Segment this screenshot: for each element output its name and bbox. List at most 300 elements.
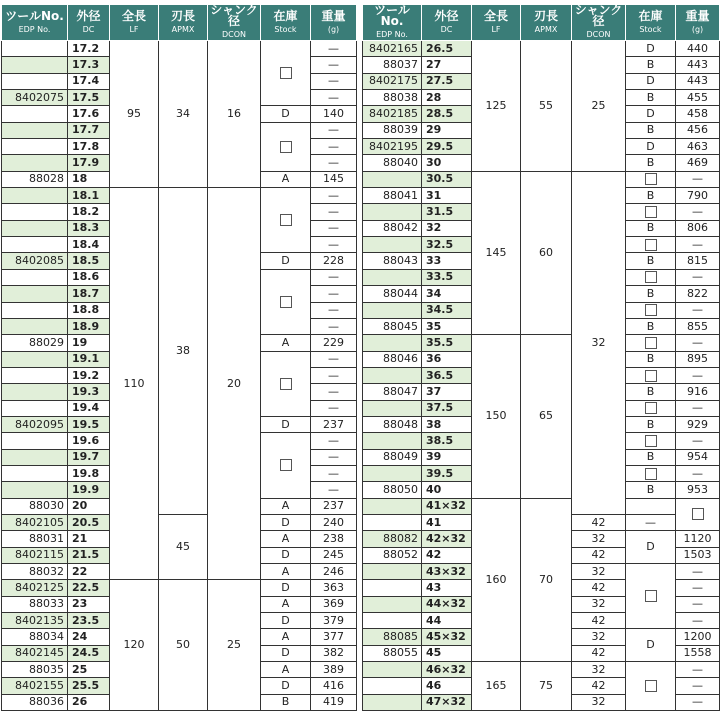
dc-cell: 35 [422,318,472,334]
stock-cell: A [261,171,311,187]
edp-cell: 88043 [363,253,422,269]
edp-cell: 88082 [363,531,422,547]
edp-cell [363,564,422,580]
edp-cell [363,580,422,596]
weight-cell: — [311,188,357,204]
dc-cell: 19.1 [68,351,110,367]
dcon-cell: 42 [572,645,626,661]
edp-cell: 88052 [363,547,422,563]
weight-header [676,5,720,41]
dcon-cell: 32 [572,662,626,678]
edp-cell: 88047 [363,384,422,400]
dcon-cell: 42 [572,613,626,629]
stock-unknown-box-icon [645,402,657,414]
dcon-cell: 25 [208,580,261,711]
dc-cell: 22 [68,564,110,580]
dc-cell: 24 [68,629,110,645]
apmx-cell: 38 [159,188,208,515]
edp-cell: 88046 [363,351,422,367]
edp-cell [2,57,68,73]
dc-cell: 18.5 [68,253,110,269]
weight-cell: 815 [676,253,720,269]
stock-cell: A [261,564,311,580]
edp-cell [363,237,422,253]
header-label: 刃長 [170,8,195,23]
dc-cell: 19.7 [68,449,110,465]
weight-cell: — [676,596,720,612]
weight-cell: 458 [676,106,720,122]
weight-cell: — [676,662,720,678]
edp-cell: 88042 [363,220,422,236]
weight-cell: 1503 [676,547,720,563]
stock-unknown-box-icon [645,206,657,218]
weight-cell: 382 [311,645,357,661]
stock-cell: D [261,514,311,530]
weight-cell: — [311,384,357,400]
dc-cell: 20 [68,498,110,514]
weight-cell: — [676,367,720,383]
lf-cell: 165 [472,662,521,711]
weight-cell: 240 [311,514,357,530]
edp-cell [2,465,68,481]
edp-cell: 88049 [363,449,422,465]
edp-cell [363,269,422,285]
header-label: シャンク径 [210,3,258,28]
dc-cell: 19.4 [68,400,110,416]
dc-cell: 29.5 [422,139,472,155]
edp-cell [363,514,422,530]
edp-cell [2,139,68,155]
edp-cell [363,400,422,416]
header-sublabel: LF [129,24,139,34]
edp-cell [2,41,68,57]
weight-cell: 1558 [676,645,720,661]
weight-cell: 229 [311,335,357,351]
header-sublabel: APMX [171,24,195,34]
edp-cell: 88037 [363,57,422,73]
dc-cell: 19.3 [68,384,110,400]
edp-cell [2,318,68,334]
stock-unknown-box-icon [645,304,657,316]
table-row [363,662,720,678]
dc-cell: 40 [422,482,472,498]
edp-cell: 8402115 [2,547,68,563]
header-label: 外径 [434,8,459,23]
lf-cell: 150 [472,335,521,498]
weight-cell: 238 [311,531,357,547]
dc-cell: 25 [68,662,110,678]
edp-cell [2,367,68,383]
weight-cell: 455 [676,90,720,106]
edp-cell: 8402145 [2,645,68,661]
weight-cell: 389 [311,662,357,678]
dc-cell: 27 [422,57,472,73]
stock-unknown-box-icon [280,296,292,308]
dc-cell: 33.5 [422,269,472,285]
header-label: 全長 [121,8,146,23]
edp-header [363,5,422,41]
dc-cell: 43×32 [422,564,472,580]
stock-cell: B [626,384,676,400]
header-sublabel: LF [491,24,501,34]
header-sublabel: (g) [691,24,704,34]
edp-cell [2,433,68,449]
edp-cell [363,662,422,678]
dc-cell: 22.5 [68,580,110,596]
weight-cell: 416 [311,678,357,694]
stock-cell: D [626,139,676,155]
weight-cell: 419 [311,694,357,710]
stock-header [261,5,311,41]
lf-header [472,5,521,41]
edp-cell [363,694,422,710]
stock-cell [626,302,676,318]
header-label: シャンク径 [574,3,623,28]
edp-cell: 88030 [2,498,68,514]
header-label: 刃長 [533,8,558,23]
stock-cell [626,465,676,481]
stock-unknown-box-icon [280,459,292,471]
dc-cell: 21 [68,531,110,547]
dc-cell: 34.5 [422,302,472,318]
edp-cell [2,188,68,204]
dc-cell: 33 [422,253,472,269]
weight-cell: — [676,302,720,318]
dc-cell: 17.3 [68,57,110,73]
weight-cell: — [311,155,357,171]
stock-cell: B [626,318,676,334]
stock-cell: A [261,629,311,645]
dc-cell: 24.5 [68,645,110,661]
edp-cell: 8402125 [2,580,68,596]
dc-cell: 36 [422,351,472,367]
header-sublabel: APMX [534,24,558,34]
table-row [2,188,357,204]
edp-cell: 88029 [2,335,68,351]
edp-cell: 8402085 [2,253,68,269]
dc-cell: 46×32 [422,662,472,678]
edp-cell [363,613,422,629]
stock-cell: A [261,662,311,678]
weight-cell: — [311,449,357,465]
dc-cell: 23.5 [68,613,110,629]
weight-cell: 469 [676,155,720,171]
stock-unknown-box-icon [645,271,657,283]
weight-cell: 237 [311,498,357,514]
stock-unknown-box-icon [645,590,657,602]
apmx-header [159,5,208,41]
dc-cell: 36.5 [422,367,472,383]
stock-unknown-box-icon [645,370,657,382]
edp-cell: 88055 [363,645,422,661]
stock-cell: A [261,498,311,514]
weight-cell: — [311,465,357,481]
edp-cell [2,155,68,171]
stock-cell: D [261,547,311,563]
edp-cell [363,465,422,481]
dc-cell: 17.8 [68,139,110,155]
stock-unknown-box-icon [645,680,657,692]
stock-cell: B [626,416,676,432]
dc-cell: 41×32 [422,498,472,514]
edp-cell [363,678,422,694]
weight-cell: 245 [311,547,357,563]
dc-cell: 25.5 [68,678,110,694]
dc-cell: 17.7 [68,122,110,138]
stock-cell [261,351,311,416]
edp-cell: 88032 [2,564,68,580]
stock-unknown-box-icon [645,468,657,480]
edp-cell: 8402185 [363,106,422,122]
stock-cell: A [261,531,311,547]
header-label: 在庫 [638,8,663,23]
weight-cell: — [676,694,720,710]
weight-cell: 443 [676,73,720,89]
stock-cell: B [261,694,311,710]
dc-cell: 18.3 [68,220,110,236]
edp-cell [2,106,68,122]
dcon-cell: 42 [572,547,626,563]
stock-unknown-box-icon [645,435,657,447]
edp-cell [2,302,68,318]
dc-cell: 26 [68,694,110,710]
header-sublabel: Stock [639,24,662,34]
edp-cell: 88045 [363,318,422,334]
stock-cell: D [261,580,311,596]
stock-cell [261,41,311,106]
stock-cell [626,237,676,253]
weight-cell: 246 [311,564,357,580]
table-row [363,335,720,351]
dc-cell: 17.4 [68,73,110,89]
dc-cell: 21.5 [68,547,110,563]
weight-cell: 1200 [676,629,720,645]
stock-cell: D [626,106,676,122]
dc-cell: 39.5 [422,465,472,481]
dcon-header [572,5,626,41]
apmx-cell: 65 [521,335,572,498]
edp-cell: 8402165 [363,41,422,57]
stock-cell [626,564,676,629]
weight-cell: 855 [676,318,720,334]
weight-cell: — [676,678,720,694]
dc-cell: 18.4 [68,237,110,253]
dcon-cell: 42 [572,514,626,530]
stock-cell [626,269,676,285]
weight-cell: — [311,351,357,367]
dc-cell: 42×32 [422,531,472,547]
header-sublabel: DCON [586,30,611,39]
stock-unknown-box-icon [692,508,704,520]
weight-cell: — [311,269,357,285]
weight-cell: — [676,171,720,187]
weight-cell: 145 [311,171,357,187]
dc-cell: 31.5 [422,204,472,220]
stock-cell [626,662,676,711]
edp-cell [2,482,68,498]
dc-cell: 34 [422,286,472,302]
spec-tables [0,4,720,716]
stock-cell [626,335,676,351]
edp-cell [2,237,68,253]
stock-cell: D [261,253,311,269]
weight-cell: — [311,139,357,155]
dc-cell: 29 [422,122,472,138]
edp-cell: 88028 [2,171,68,187]
weight-cell: — [676,580,720,596]
dc-cell: 37.5 [422,400,472,416]
edp-cell [2,73,68,89]
edp-cell [2,449,68,465]
stock-unknown-box-icon [280,214,292,226]
weight-cell: 806 [676,220,720,236]
weight-cell: 237 [311,416,357,432]
edp-cell: 88033 [2,596,68,612]
weight-cell: — [311,318,357,334]
dc-cell: 47×32 [422,694,472,710]
edp-cell [363,204,422,220]
dc-cell: 30.5 [422,171,472,187]
dcon-cell: 25 [572,41,626,172]
stock-cell: B [626,449,676,465]
stock-unknown-box-icon [645,173,657,185]
weight-cell: 440 [676,41,720,57]
edp-cell [363,596,422,612]
stock-cell: D [626,41,676,57]
edp-cell: 88050 [363,482,422,498]
stock-cell: D [261,613,311,629]
weight-cell: — [311,400,357,416]
apmx-cell: 60 [521,171,572,334]
dc-cell: 17.6 [68,106,110,122]
edp-cell [363,335,422,351]
dcon-cell: 32 [572,564,626,580]
edp-cell: 8402105 [2,514,68,530]
dc-cell: 38.5 [422,433,472,449]
spec-table-left [1,4,357,711]
edp-cell: 88035 [2,662,68,678]
edp-cell [2,384,68,400]
dcon-header [208,5,261,41]
header-label: 重量 [321,8,346,23]
weight-cell: — [311,482,357,498]
header-sublabel: Stock [274,24,297,34]
stock-cell: B [626,220,676,236]
stock-cell: A [261,596,311,612]
dcon-cell: 42 [572,580,626,596]
lf-cell: 95 [110,41,159,188]
weight-cell: 456 [676,122,720,138]
dc-cell: 19 [68,335,110,351]
edp-cell [2,204,68,220]
stock-unknown-box-icon [645,337,657,349]
weight-cell: — [311,122,357,138]
spec-table-right [362,4,720,711]
dc-cell: 17.2 [68,41,110,57]
weight-cell: — [311,367,357,383]
edp-cell: 88040 [363,155,422,171]
dc-cell: 18.9 [68,318,110,334]
weight-cell: — [311,57,357,73]
lf-cell: 145 [472,171,521,334]
edp-cell: 88044 [363,286,422,302]
edp-header [2,5,68,41]
edp-cell [2,269,68,285]
weight-cell: 379 [311,613,357,629]
stock-cell [261,269,311,334]
table-row [363,498,720,514]
dc-cell: 31 [422,188,472,204]
dc-cell: 42 [422,547,472,563]
dc-cell: 18.7 [68,286,110,302]
stock-cell [626,204,676,220]
header-label: 外径 [76,8,101,23]
weight-cell: — [311,204,357,220]
weight-cell: 790 [676,188,720,204]
dc-cell: 39 [422,449,472,465]
stock-cell: D [261,106,311,122]
table-row [363,41,720,57]
weight-cell: — [311,433,357,449]
dc-cell: 44×32 [422,596,472,612]
weight-cell: 929 [676,416,720,432]
edp-cell: 8402075 [2,90,68,106]
apmx-header [521,5,572,41]
header-sublabel: DC [440,24,453,34]
stock-cell: B [626,155,676,171]
stock-cell: B [626,57,676,73]
stock-cell: D [626,531,676,564]
weight-cell: — [676,269,720,285]
dcon-cell: 32 [572,596,626,612]
dc-cell: 37 [422,384,472,400]
dc-cell: 20.5 [68,514,110,530]
edp-cell [2,400,68,416]
stock-cell: D [261,416,311,432]
dc-cell: 43 [422,580,472,596]
dcon-cell: 42 [572,678,626,694]
stock-cell: A [261,335,311,351]
table-row [2,580,357,596]
edp-cell [2,220,68,236]
dcon-cell: 32 [572,629,626,645]
edp-cell: 88041 [363,188,422,204]
stock-cell [626,367,676,383]
dc-cell: 18.6 [68,269,110,285]
edp-cell: 8402195 [363,139,422,155]
edp-cell [2,351,68,367]
dc-cell: 28 [422,90,472,106]
weight-cell: 953 [676,482,720,498]
dc-cell: 32.5 [422,237,472,253]
header-label: 在庫 [273,8,298,23]
weight-cell: 954 [676,449,720,465]
edp-cell: 8402135 [2,613,68,629]
weight-cell: — [676,564,720,580]
stock-cell: B [626,286,676,302]
apmx-cell: 34 [159,41,208,188]
table-row [363,171,720,187]
dc-cell: 45 [422,645,472,661]
apmx-cell: 50 [159,580,208,711]
stock-cell [626,433,676,449]
edp-cell: 88031 [2,531,68,547]
apmx-cell: 55 [521,41,572,172]
edp-cell [363,171,422,187]
stock-cell: D [261,645,311,661]
header-sublabel: DC [82,24,95,34]
stock-cell [261,188,311,253]
